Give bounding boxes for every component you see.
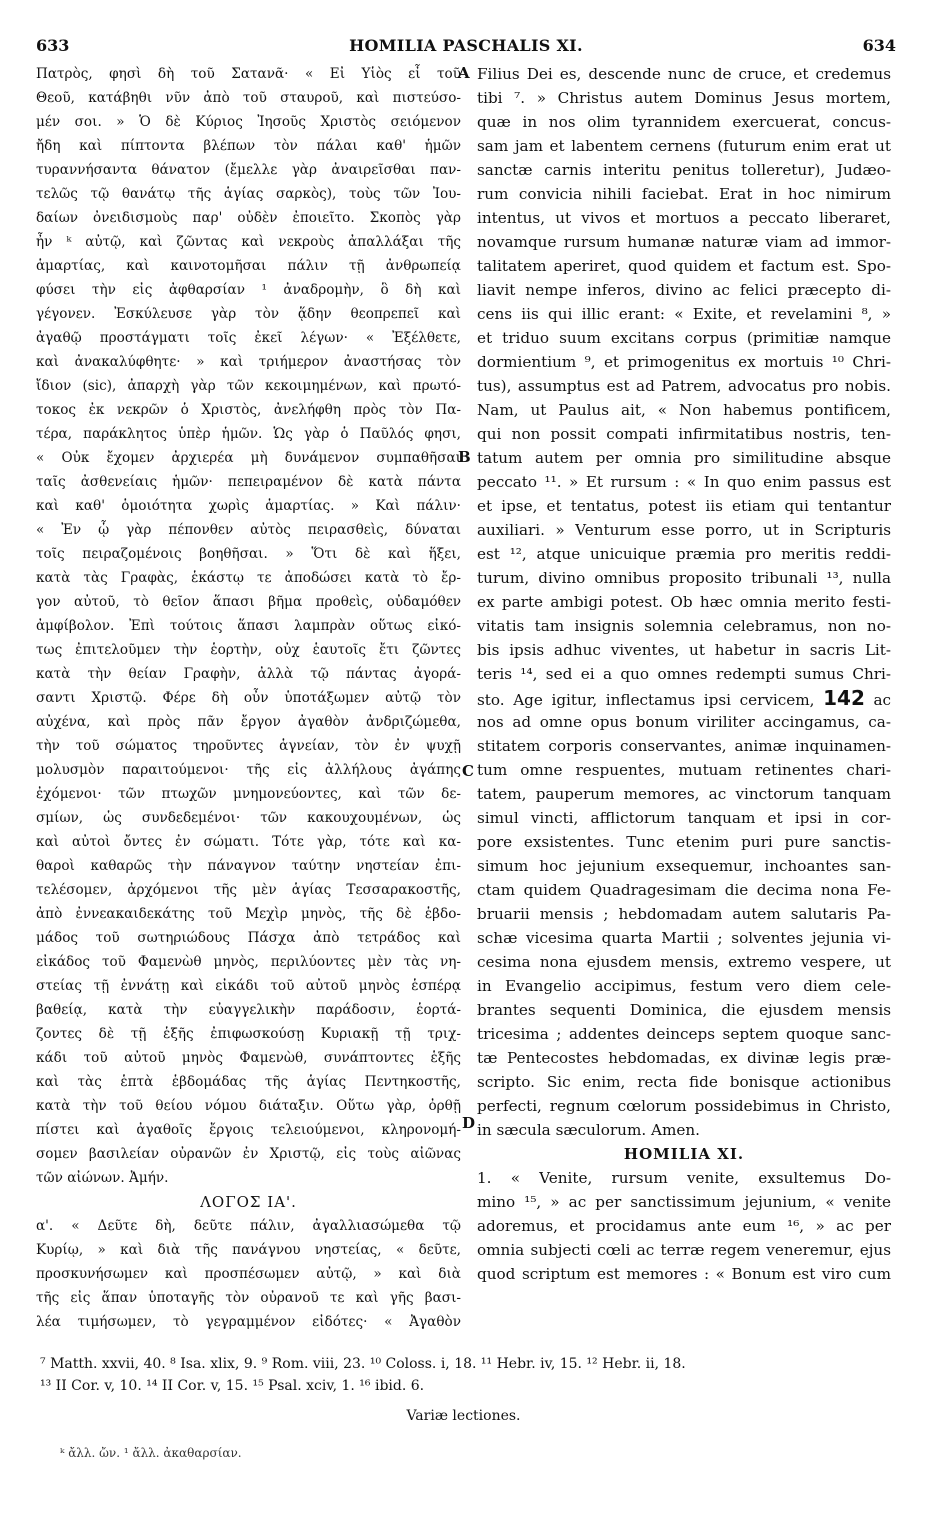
text-line: bis ipsis adhuc viventes, ut habetur in sacris Lit- [477, 641, 891, 659]
text-line: vitatis tam insignis solemnia celebramus, non no- [477, 617, 891, 635]
text-line: talitatem aperiret, quod quidem et factum est. Spo- [477, 257, 891, 275]
latin-column [477, 62, 891, 1286]
text-line: ἀμφίβολον. Ἐπὶ τούτοις ἅπασι λαμπρὰν οὕτως εἰκό- [36, 618, 461, 634]
section-text-line: τῆς εἰς ἅπαν ὑποταγῆς τὸν οὐρανοῦ τε καὶ γῆς βασι- [36, 1290, 461, 1306]
section-text-line: προσκυνήσωμεν καὶ προσπέσωμεν αὐτῷ, » καὶ διὰ [36, 1266, 461, 1282]
margin-letter-d: D [462, 1114, 476, 1132]
text-line: « Ἐν ᾧ γὰρ πέπονθεν αὐτὸς πειρασθεὶς, δύναται [36, 522, 461, 538]
variae-lectiones-title: Variæ lectiones. [406, 1408, 521, 1424]
text-line: liavit nempe inferos, divino ac felici præcepto di- [477, 281, 891, 299]
text-line: tus), assumptus est ad Patrem, advocatus pro nobis. [477, 377, 891, 395]
text-line: sam jam et labentem cernens (futurum enim erat ut [477, 137, 891, 155]
text-line: σομεν βασιλείαν οὐρανῶν ἐν Χριστῷ, εἰς τοὺς αἰῶνας [36, 1146, 461, 1162]
footnote-line-1: ⁷ Matth. xxvii, 40. ⁸ Isa. xlix, 9. ⁹ Rom. viii, 23. ¹⁰ Coloss. i, 18. ¹¹ Hebr. iv, 15. ¹² Hebr. ii, 18. [40, 1356, 686, 1372]
text-line: καὶ αὐτοὶ ὄντες ἐν σώματι. Τότε γὰρ, τότε καὶ κα- [36, 834, 461, 850]
text-line: μάδος τοῦ σωτηριώδους Πάσχα ἀπὸ τετράδος καὶ [36, 930, 461, 946]
text-line: cesima nona ejusdem mensis, extremo vespere, ut [477, 953, 891, 971]
text-line: scripto. Sic enim, recta fide bonisque actionibus [477, 1073, 891, 1091]
text-line: stitatem corporis conservantes, animæ inquinamen- [477, 737, 891, 755]
greek-column [36, 62, 461, 1334]
text-line: γέγονεν. Ἐσκύλευσε γὰρ τὸν ᾅδην θεοπρεπεῖ καὶ [36, 306, 461, 322]
margin-letter-c: C [462, 762, 474, 780]
text-line: κατὰ τὰς Γραφὰς, ἑκάστῳ τε ἀποδώσει κατὰ τὸ ἔρ- [36, 570, 461, 586]
text-line-part: ac [873, 691, 891, 709]
page-header [36, 36, 896, 60]
text-line: μολυσμὸν παραιτούμενοι· τῆς εἰς ἀλλήλους ἀγάπης [36, 762, 461, 778]
text-line: ἦν ᵏ αὐτῷ, καὶ ζῶντας καὶ νεκροὺς ἀπαλλάξαι τῆς [36, 234, 461, 250]
section-text-line: quod scriptum est memores : « Bonum est viro cum [477, 1265, 891, 1283]
text-line: tricesima ; addentes deinceps septem quoque sanc- [477, 1025, 891, 1043]
page-number-right: 634 [862, 36, 896, 55]
text-line: et ipse, et tentatus, potest iis etiam qui tentantur [477, 497, 891, 515]
text-line: ἀπὸ ἐννεακαιδεκάτης τοῦ Μεχὶρ μηνὸς, τῆς δὲ ἑβδο- [36, 906, 461, 922]
text-line: ζοντες δὲ τῇ ἑξῆς ἐπιφωσκούσῃ Κυριακῇ τῇ τριχ- [36, 1026, 461, 1042]
text-line: tatem, pauperum memores, ac vinctorum tanquam [477, 785, 891, 803]
text-line: quæ in nos olim tyrannidem exercuerat, concus- [477, 113, 891, 131]
text-line: auxiliari. » Venturum esse porro, ut in Scripturis [477, 521, 891, 539]
text-line: « Οὐκ ἔχομεν ἀρχιερέα μὴ δυνάμενον συμπαθῆσαι [36, 450, 461, 466]
section-text-line: Κυρίῳ, » καὶ διὰ τῆς πανάγνου νηστείας, « δεῦτε, [36, 1242, 461, 1258]
text-line: Πατρὸς, φησὶ δὴ τοῦ Σατανᾶ· « Εἰ Υἱὸς εἶ τοῦ [36, 66, 461, 82]
text-line: dormientium ⁹, et primogenitus ex mortuis ¹⁰ Chri- [477, 353, 891, 371]
text-line: pore exsistentes. Tunc etenim puri pure sanctis- [477, 833, 891, 851]
page-number-left: 633 [36, 36, 70, 55]
text-line: βαθείᾳ, κατὰ τὴν εὐαγγελικὴν παράδοσιν, ἑορτά- [36, 1002, 461, 1018]
text-line: turum, divino omnibus proposito tribunali ¹³, nulla [477, 569, 891, 587]
text-line: στείας τῇ ἐννάτῃ καὶ εἰκάδι τοῦ αὐτοῦ μηνὸς ἑσπέρᾳ [36, 978, 461, 994]
text-line: καὶ τὰς ἑπτὰ ἑβδομάδας τῆς ἁγίας Πεντηκοστῆς, [36, 1074, 461, 1090]
text-line: cens iis qui illic erant: « Exite, et revelamini ⁸, » [477, 305, 891, 323]
text-line: μέν σοι. » Ὁ δὲ Κύριος Ἰησοῦς Χριστὸς σειόμενον [36, 114, 461, 130]
text-line: ἀγαθῷ προστάγματι τοῖς ἐκεῖ λέγων· « Ἐξέλθετε, [36, 330, 461, 346]
text-line: καὶ καθ' ὁμοιότητα χωρὶς ἁμαρτίας. » Καὶ πάλιν· [36, 498, 461, 514]
text-line: sanctæ carnis interitu penitus tolleretur), Judæo- [477, 161, 891, 179]
text-line: σαντι Χριστῷ. Φέρε δὴ οὖν ὑποτάξωμεν αὐτῷ τὸν [36, 690, 461, 706]
text-line: ctam quidem Quadragesimam die decima nona Fe- [477, 881, 891, 899]
text-line: ταῖς ἀσθενείαις ἡμῶν· πεπειραμένον δὲ κατὰ πάντα [36, 474, 461, 490]
text-line: nos ad omne opus bonum viriliter accingamus, ca- [477, 713, 891, 731]
text-line: γον αὐτοῦ, τὸ θεῖον ἅπασι βῆμα προθεὶς, οὐδαμόθεν [36, 594, 461, 610]
variae-lectiones-note: ᵏ ἄλλ. ὤν. ¹ ἄλλ. ἀκαθαρσίαν. [60, 1446, 242, 1460]
text-line: schæ vicesima quarta Martii ; solventes jejunia vi- [477, 929, 891, 947]
margin-letter-a: A [458, 64, 470, 82]
section-text-line: 1. « Venite, rursum venite, exsultemus Do- [477, 1169, 891, 1187]
section-title: ΛΟΓΟΣ ΙΑ'. [200, 1193, 297, 1211]
text-line: brantes sequenti Dominica, die ejusdem mensis [477, 1001, 891, 1019]
text-line: tibi ⁷. » Christus autem Dominus Jesus mortem, [477, 89, 891, 107]
section-text-line: α'. « Δεῦτε δὴ, δεῦτε πάλιν, ἀγαλλιασώμεθα τῷ [36, 1218, 461, 1234]
text-line-part: sto. Age igitur, inflectamus ipsi cervicem, [477, 691, 815, 709]
text-line: τυραννήσαντα θάνατον (ἔμελλε γὰρ ἀναιρεῖσθαι παν- [36, 162, 461, 178]
section-text-line: λέα τιμήσωμεν, τὸ γεγραμμένον εἰδότες· « Ἀγαθὸν [36, 1314, 461, 1330]
text-line: ἴδιον (sic), ἀπαρχὴ γὰρ τῶν κεκοιμημένων, καὶ πρωτό- [36, 378, 461, 394]
text-line: novamque rursum humanæ naturæ viam ad immor- [477, 233, 891, 251]
text-line: Nam, ut Paulus ait, « Non habemus pontificem, [477, 401, 891, 419]
column-number-marker: 142 [823, 686, 865, 710]
text-line: in sæcula sæculorum. Amen. [477, 1121, 700, 1139]
text-line: τελῶς τῷ θανάτῳ τῆς ἁγίας σαρκὸς), τοὺς τῶν Ἰου- [36, 186, 461, 202]
text-line: simum hoc jejunium exsequemur, inchoantes san- [477, 857, 891, 875]
running-title: HOMILIA PASCHALIS XI. [349, 36, 583, 55]
text-line: qui non possit compati infirmitatibus nostris, ten- [477, 425, 891, 443]
text-line: τῶν αἰώνων. Ἀμήν. [36, 1170, 169, 1186]
text-line: peccato ¹¹. » Et rursum : « In quo enim passus est [477, 473, 891, 491]
text-line: ἁμαρτίας, καὶ καινοτομῆσαι πάλιν τῇ ἀνθρωπείᾳ [36, 258, 461, 274]
section-title: HOMILIA XI. [623, 1145, 745, 1163]
section-text-line: adoremus, et procidamus ante eum ¹⁶, » ac per [477, 1217, 891, 1235]
text-line: ἤδη καὶ πίπτοντα βλέπων τὸν πάλαι καθ' ἡμῶν [36, 138, 461, 154]
text-line: Filius Dei es, descende nunc de cruce, et credemus [477, 65, 891, 83]
text-line: Θεοῦ, κατάβηθι νῦν ἀπὸ τοῦ σταυροῦ, καὶ πιστεύσο- [36, 90, 461, 106]
text-line: et triduo suum excitans corpus (primitiæ namque [477, 329, 891, 347]
text-line: πίστει καὶ ἀγαθοῖς ἔργοις τελειούμενοι, κληρονομή- [36, 1122, 461, 1138]
text-line: simul vincti, afflictorum tanquam et ipsi in cor- [477, 809, 891, 827]
text-line: τέρα, παράκλητος ὑπὲρ ἡμῶν. Ὡς γὰρ ὁ Παῦλός φησι, [36, 426, 461, 442]
margin-letter-b: B [458, 448, 471, 466]
text-line: τοῖς πειραζομένοις βοηθῆσαι. » Ὅτι δὲ καὶ ἥξει, [36, 546, 461, 562]
text-line: perfecti, regnum cœlorum possidebimus in Christo, [477, 1097, 891, 1115]
text-line: κάδι τοῦ αὐτοῦ μηνὸς Φαμενὼθ, συνάπτοντες ἑξῆς [36, 1050, 461, 1066]
text-line: αὐχένα, καὶ πρὸς πᾶν ἔργον ἀγαθὸν ἀνδριζώμεθα, [36, 714, 461, 730]
text-line: εἰκάδος τοῦ Φαμενὼθ μηνὸς, περιλύοντες μὲν τὰς νη- [36, 954, 461, 970]
text-line: tum omne respuentes, mutuam retinentes chari- [477, 761, 891, 779]
text-line: tæ Pentecostes hebdomadas, ex divinæ legis præ- [477, 1049, 891, 1067]
text-line: τὴν τοῦ σώματος τηροῦντες ἁγνείαν, τὸν ἐν ψυχῇ [36, 738, 461, 754]
text-line: teris ¹⁴, sed ei a quo omnes redempti sumus Chri- [477, 665, 891, 683]
footnote-line-2: ¹³ II Cor. v, 10. ¹⁴ II Cor. v, 15. ¹⁵ Psal. xciv, 1. ¹⁶ ibid. 6. [40, 1378, 425, 1394]
section-text-line: mino ¹⁵, » ac per sanctissimum jejunium, « venite [477, 1193, 891, 1211]
text-line: τελέσομεν, ἀρχόμενοι τῆς μὲν ἁγίας Τεσσαρακοστῆς, [36, 882, 461, 898]
text-line: φύσει τὴν εἰς ἀφθαρσίαν ¹ ἀναδρομὴν, ὃ δὴ καὶ [36, 282, 461, 298]
text-line: est ¹², atque unicuique præmia pro meritis reddi- [477, 545, 891, 563]
text-line: rum convicia nihili faciebat. Erat in hoc nimirum [477, 185, 891, 203]
text-line [477, 686, 891, 710]
text-line: θαροὶ καθαρῶς τὴν πάναγνον ταύτην νηστείαν ἐπι- [36, 858, 461, 874]
text-line: in Evangelio accipimus, festum vero diem cele- [477, 977, 891, 995]
text-line: ex parte ambigi potest. Ob hæc omnia merito festi- [477, 593, 891, 611]
text-line: δαίων ὀνειδισμοὺς παρ' οὐδὲν ἐποιεῖτο. Σκοπὸς γὰρ [36, 210, 461, 226]
text-line: σμίων, ὡς συνδεδεμένοι· τῶν κακουχουμένων, ὡς [36, 810, 461, 826]
text-line: ἐχόμενοι· τῶν πτωχῶν μνημονεύοντες, καὶ τῶν δε- [36, 786, 461, 802]
text-line: κατὰ τὴν τοῦ θείου νόμου διάταξιν. Οὕτω γὰρ, ὀρθῇ [36, 1098, 461, 1114]
text-line: tatum autem per omnia pro similitudine absque [477, 449, 891, 467]
text-line: bruarii mensis ; hebdomadam autem salutaris Pa- [477, 905, 891, 923]
section-text-line: omnia subjecti cœli ac terræ regem veneremur, ejus [477, 1241, 891, 1259]
text-line: intentus, ut vivos et mortuos a peccato liberaret, [477, 209, 891, 227]
text-line: τοκος ἐκ νεκρῶν ὁ Χριστὸς, ἀνελήφθη πρὸς τὸν Πα- [36, 402, 461, 418]
text-line: καὶ ἀνακαλύφθητε· » καὶ τριήμερον ἀναστήσας τὸν [36, 354, 461, 370]
text-line: τως ἐπιτελοῦμεν τὴν ἑορτὴν, οὐχ ἑαυτοῖς ἔτι ζῶντες [36, 642, 461, 658]
text-line: κατὰ τὴν θείαν Γραφὴν, ἀλλὰ τῷ πάντας ἀγορά- [36, 666, 461, 682]
